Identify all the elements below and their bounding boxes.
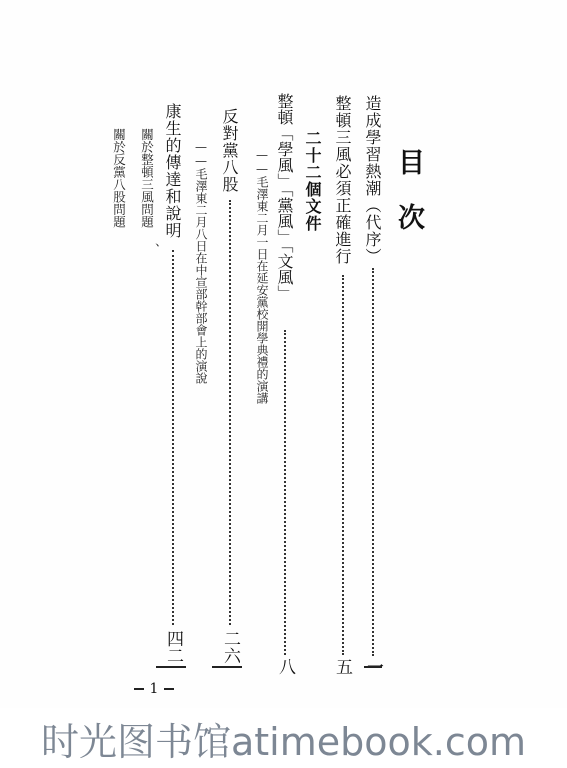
toc-page-number: 四二 [163, 630, 183, 664]
toc-entry-party-eight-legged: 反對黨八股 [220, 108, 239, 193]
footer-page-number-text: 1 [149, 681, 159, 697]
toc-section-heading: 二十二個文件 [303, 130, 322, 232]
watermark: 时光图书馆atimebook.com [0, 708, 567, 768]
footer-dash-left [134, 688, 144, 690]
toc-entry-subtitle: ——毛澤東二月八日在中宣部幹部會上的演說 [194, 140, 208, 384]
footer-dash-right [164, 688, 174, 690]
toc-page-number: 五 [332, 658, 352, 675]
toc-entry-preface: 造成學習熱潮（代序） [363, 95, 382, 265]
toc-page-number: 一 [363, 658, 383, 675]
toc-page-underline [364, 666, 382, 668]
toc-entry-rectify: 整頓三風必須正確進行 [333, 95, 352, 265]
footer-page-number [134, 681, 174, 697]
toc-page-number: 八 [275, 658, 295, 675]
toc-page-number: 二六 [220, 630, 240, 664]
toc-title-char-1: 目 [398, 148, 425, 179]
toc-entry-kang-sheng: 康生的傳達和說明 [163, 103, 182, 239]
toc-leader-dots [284, 330, 286, 655]
toc-page-underline [156, 666, 186, 668]
toc-subitem-rectify: 關於整頓三風問題 [139, 128, 155, 228]
toc-page-underline [212, 666, 242, 668]
toc-entry-subtitle: ——毛澤東二月一日在延安黨校開學典禮的演講 [255, 148, 269, 404]
toc-title [398, 150, 425, 232]
toc-subitem-marker: 、 [145, 243, 161, 256]
toc-leader-dots [342, 275, 344, 655]
toc-leader-dots [172, 250, 174, 625]
toc-subitem-anti-party: 關於反黨八股問題 [111, 128, 127, 228]
toc-entry-three-styles: 整頓「學風」「黨風」「文風」 [275, 93, 294, 301]
toc-leader-dots [372, 268, 374, 656]
toc-leader-dots [229, 200, 231, 625]
toc-title-char-2: 次 [398, 203, 425, 234]
